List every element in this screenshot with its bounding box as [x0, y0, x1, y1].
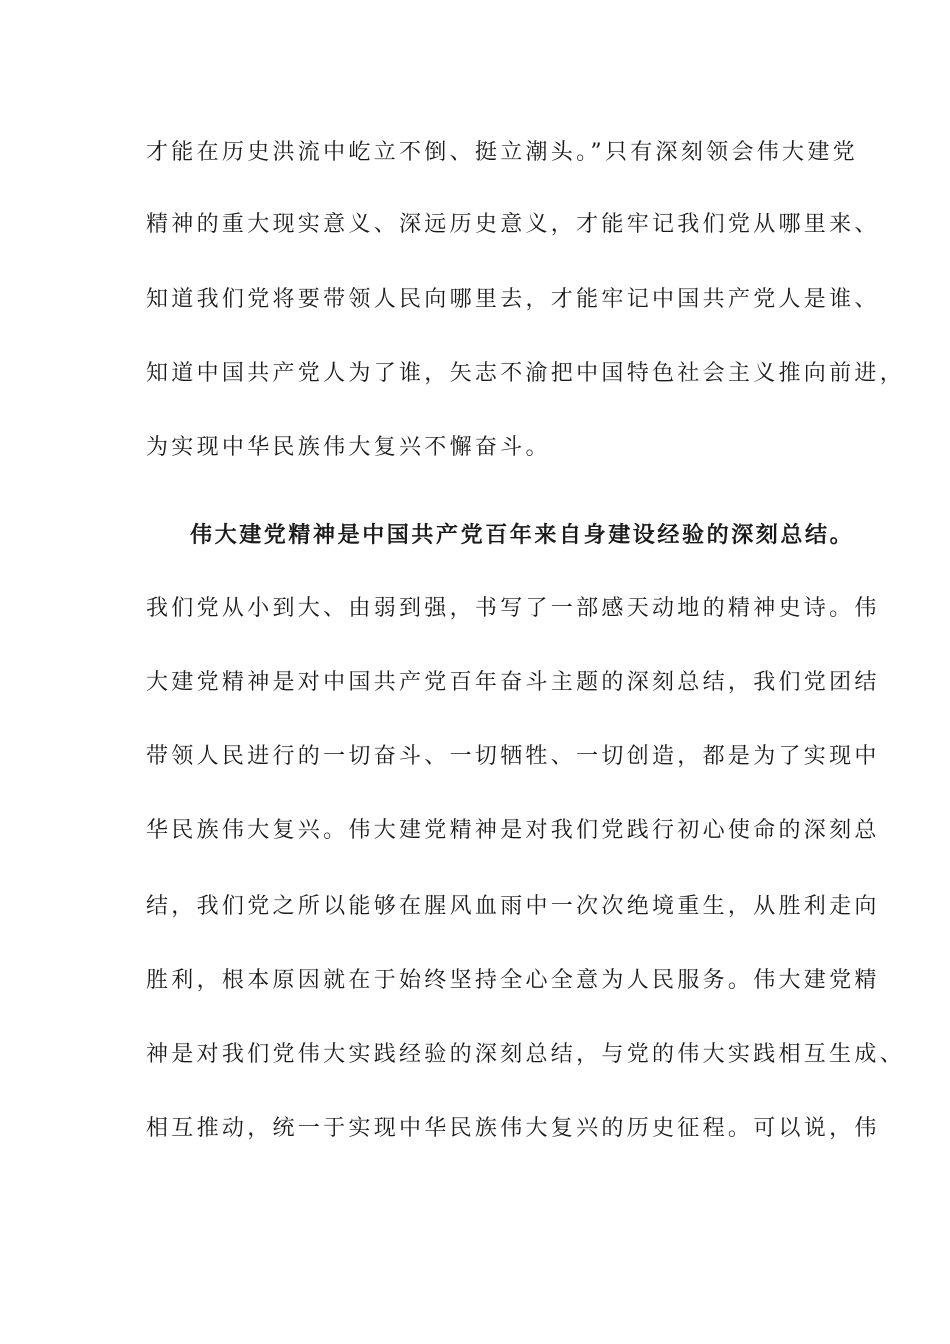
paragraph-1-line-2: 精神的重大现实意义、深远历史意义，才能牢记我们党从哪里来、	[146, 212, 880, 237]
paragraph-1-line-1: 才能在历史洪流中屹立不倒、挺立潮头。”只有深刻领会伟大建党	[146, 140, 858, 165]
paragraph-2-line-2: 大建党精神是对中国共产党百年奋斗主题的深刻总结，我们党团结	[146, 670, 880, 695]
paragraph-2-line-3: 带领人民进行的一切奋斗、一切牺牲、一切创造，都是为了实现中	[146, 744, 880, 769]
paragraph-1-line-3: 知道我们党将要带领人民向哪里去，才能牢记中国共产党人是谁、	[146, 287, 880, 312]
paragraph-2-line-5: 结，我们党之所以能够在腥风血雨中一次次绝境重生，从胜利走向	[146, 894, 880, 919]
section-heading: 伟大建党精神是中国共产党百年来自身建设经验的深刻总结。	[190, 522, 855, 548]
paragraph-2-line-7: 神是对我们党伟大实践经验的深刻总结，与党的伟大实践相互生成、	[146, 1042, 906, 1067]
paragraph-2-line-8: 相互推动，统一于实现中华民族伟大复兴的历史征程。可以说，伟	[146, 1116, 880, 1141]
paragraph-2-line-6: 胜利，根本原因就在于始终坚持全心全意为人民服务。伟大建党精	[146, 968, 880, 993]
paragraph-1-line-5: 为实现中华民族伟大复兴不懈奋斗。	[146, 435, 551, 460]
paragraph-2-line-4: 华民族伟大复兴。伟大建党精神是对我们党践行初心使命的深刻总	[146, 818, 880, 843]
paragraph-2-line-1: 我们党从小到大、由弱到强，书写了一部感天动地的精神史诗。伟	[146, 596, 880, 621]
paragraph-1-line-4: 知道中国共产党人为了谁，矢志不渝把中国特色社会主义推向前进，	[146, 361, 906, 386]
